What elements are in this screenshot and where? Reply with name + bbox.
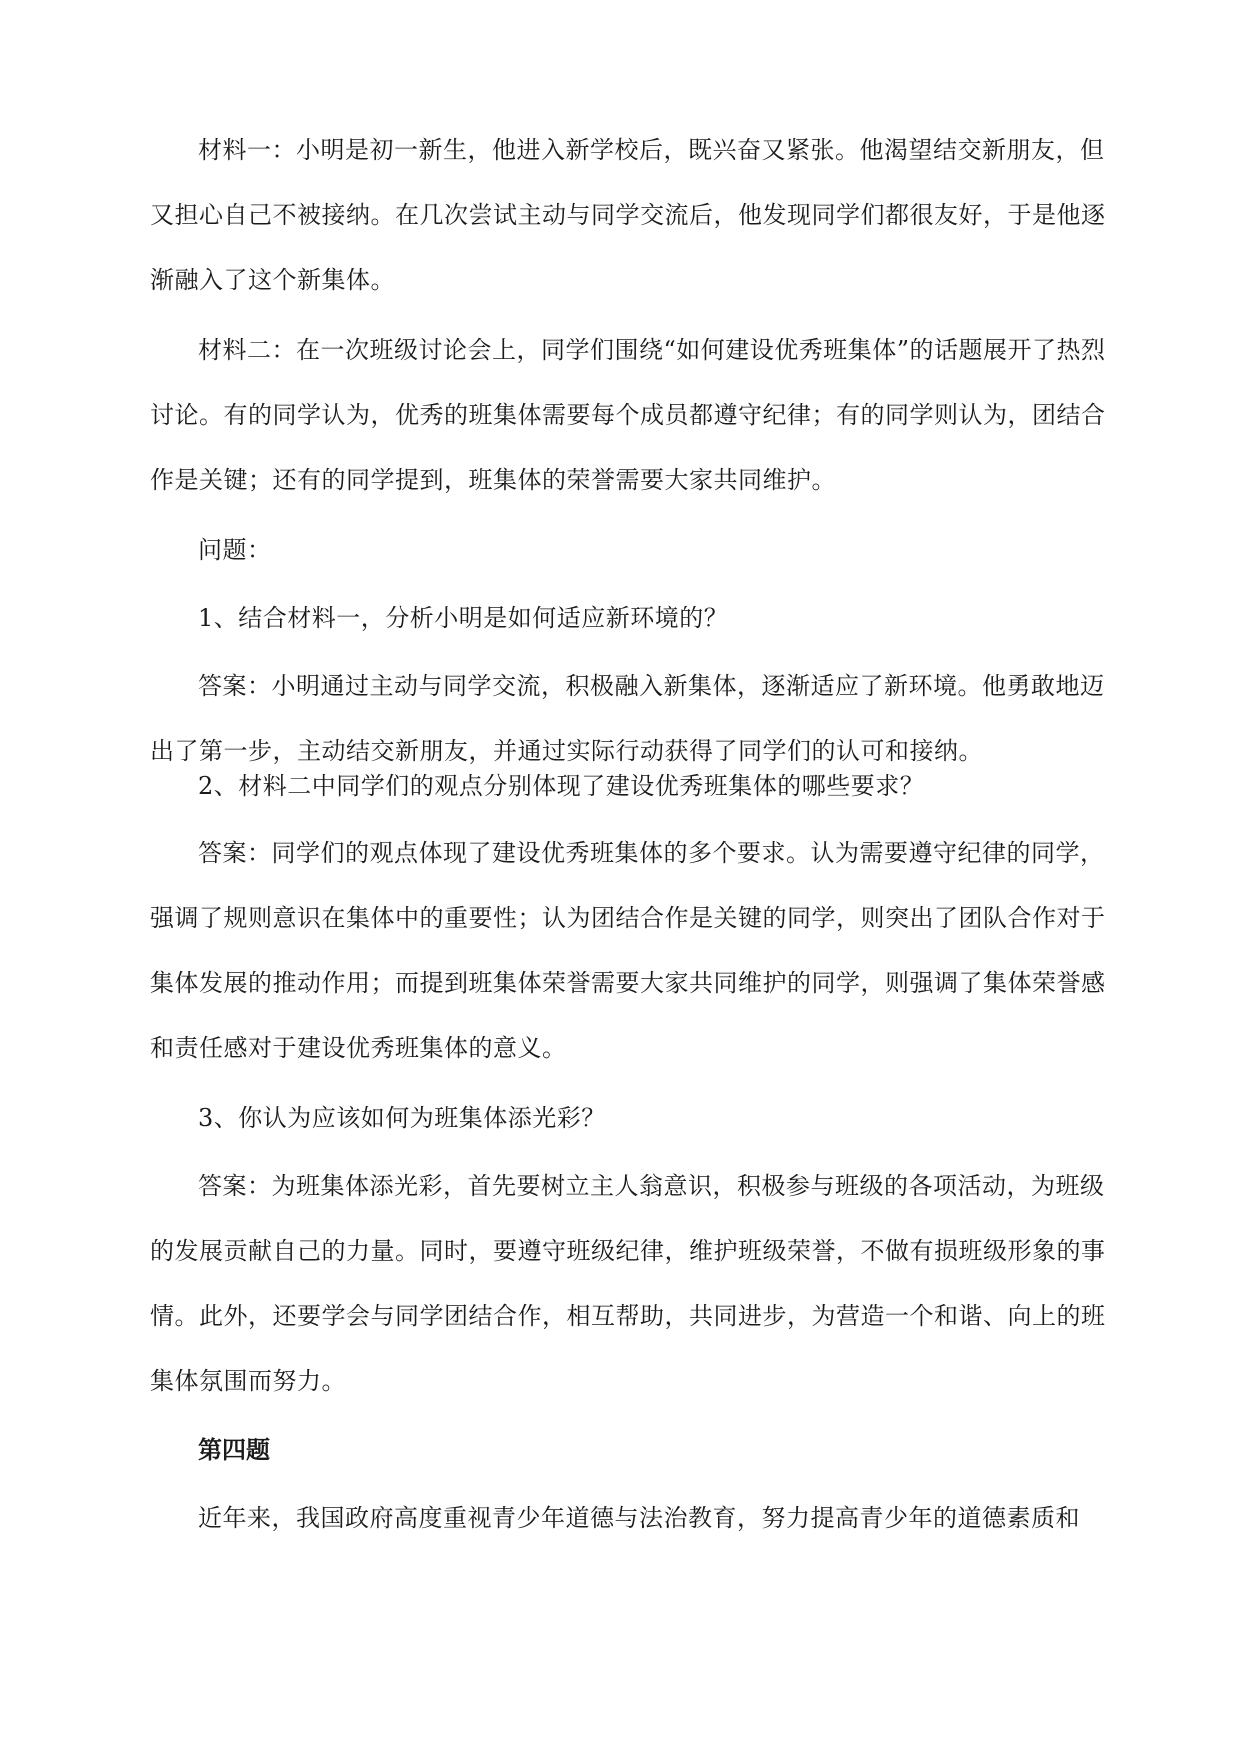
answer-1: 答案：小明通过主动与同学交流，积极融入新集体，逐渐适应了新环境。他勇敢地迈出了第一步，主动结交新朋友，并通过实际行动获得了同学们的认可和接纳。 <box>150 672 1105 765</box>
section-four-title: 第四题 <box>198 1436 270 1464</box>
question-2: 2、材料二中同学们的观点分别体现了建设优秀班集体的哪些要求？ <box>198 772 925 800</box>
answer-2: 答案：同学们的观点体现了建设优秀班集体的多个要求。认为需要遵守纪律的同学，强调了规则意识在集体中的重要性；认为团结合作是关键的同学，则突出了团队合作对于集体发展的推动作用；而提到班集体荣誉需要大家共同维护的同学，则强调了集体荣誉感和责任感对于建设优秀班集体的意义。 <box>150 839 1106 1062</box>
question-1: 1、结合材料一，分析小明是如何适应新环境的？ <box>198 604 729 632</box>
section-four-intro: 近年来，我国政府高度重视青少年道德与法治教育，努力提高青少年的道德素质和 <box>198 1504 1080 1532</box>
material-two-paragraph: 材料二：在一次班级讨论会上，同学们围绕“如何建设优秀班集体”的话题展开了热烈讨论。有的同学认为，优秀的班集体需要每个成员都遵守纪律；有的同学则认为，团结合作是关键；还有的同学提到，班集体的荣誉需要大家共同维护。 <box>150 336 1106 494</box>
answer-3: 答案：为班集体添光彩，首先要树立主人翁意识，积极参与班级的各项活动，为班级的发展贡献自己的力量。同时，要遵守班级纪律，维护班级荣誉，不做有损班级形象的事情。此外，还要学会与同学团结合作，相互帮助，共同进步，为营造一个和谐、向上的班集体氛围而努力。 <box>150 1172 1106 1395</box>
question-3: 3、你认为应该如何为班集体添光彩？ <box>198 1104 606 1132</box>
questions-label: 问题： <box>198 536 272 564</box>
material-one-paragraph: 材料一：小明是初一新生，他进入新学校后，既兴奋又紧张。他渴望结交新朋友，但又担心自己不被接纳。在几次尝试主动与同学交流后，他发现同学们都很友好，于是他逐渐融入了这个新集体。 <box>150 136 1106 294</box>
